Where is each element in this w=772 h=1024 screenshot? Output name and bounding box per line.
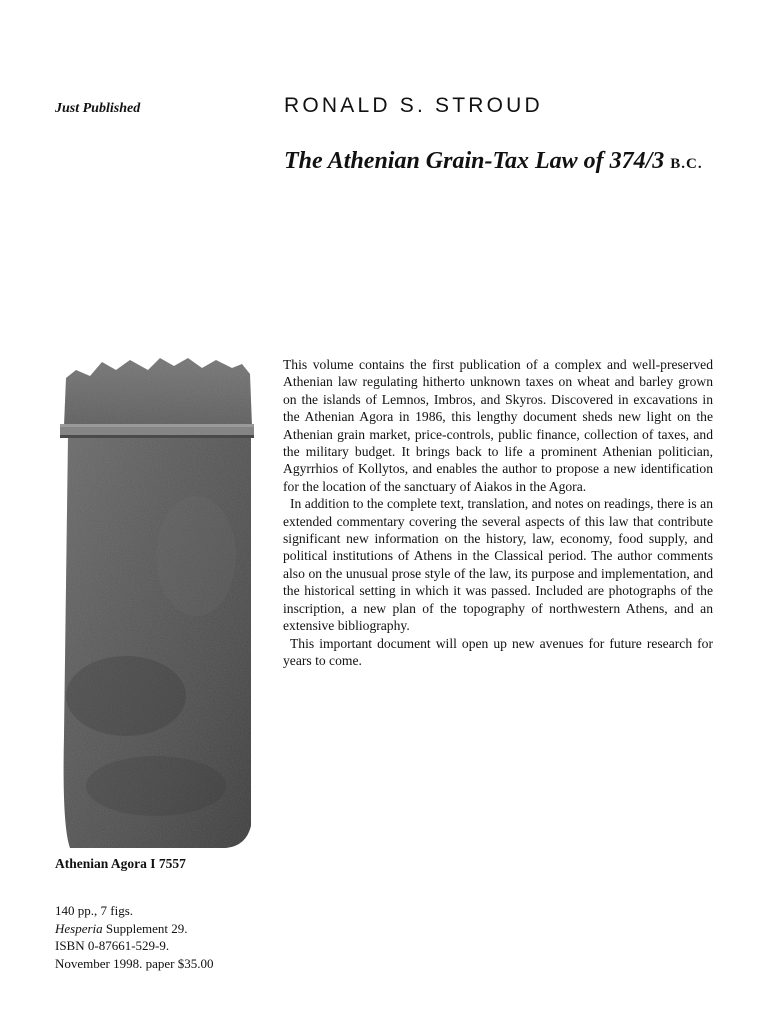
isbn: ISBN 0-87661-529-9. — [55, 938, 170, 953]
description-paragraph-2: In addition to the complete text, translation, and notes on readings, there is an extended commentary covering the several aspects of this law that contribute significant new information on the history, law, economy, food supply, and political institutions of Athens in the Classical period. The author comments also on the unusual prose style of the law, its purpose and implementation, and the historical setting in which it was passed. Included are photographs of the inscription, a new plan of the topography of northwestern Athens, and an extensive bibliography. — [283, 496, 713, 634]
stele-photograph — [56, 356, 262, 850]
author-name: RONALD S. STROUD — [284, 94, 543, 117]
book-title-main: The Athenian Grain-Tax Law of 374/3 — [284, 148, 665, 174]
book-description — [283, 356, 713, 669]
book-title-era: B.C. — [670, 156, 703, 172]
page-count: 140 pp., 7 figs. — [55, 903, 133, 918]
just-published-label: Just Published — [55, 101, 141, 116]
figure-caption: Athenian Agora I 7557 — [55, 856, 186, 871]
series-line — [55, 920, 214, 938]
series-name: Hesperia — [55, 920, 103, 936]
series-number: Supplement 29. — [102, 920, 188, 936]
description-paragraph-3: This important document will open up new avenues for future research for years to come. — [283, 635, 713, 668]
publication-info — [55, 902, 214, 972]
book-title — [284, 148, 703, 175]
description-paragraph-1: This volume contains the first publication of a complex and well-preserved Athenian law regulating hitherto unknown taxes on wheat and barley grown on the islands of Lemnos, Imbros, and Skyros. Discovered in excavations in the Athenian Agora in 1986, this lengthy document sheds new light on the Athenian grain market, price-controls, public finance, collection of taxes, and the military budget. It brings back to life a prominent Athenian politician, Agyrrhios of Kollytos, and enables the author to propose a new identification for the location of the sanctuary of Aiakos in the Agora. — [283, 357, 713, 494]
date-price: November 1998. paper $35.00 — [55, 955, 214, 971]
